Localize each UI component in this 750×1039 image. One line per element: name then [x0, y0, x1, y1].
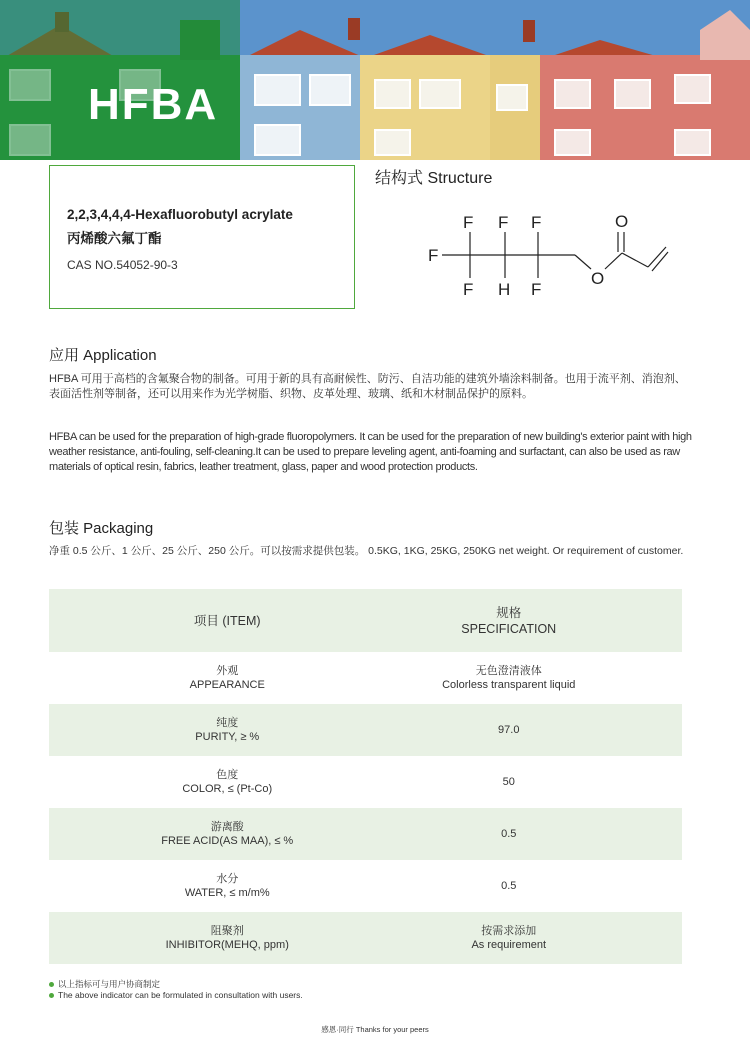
atom-f-3: F [531, 213, 542, 232]
product-cas-number: CAS NO.54052-90-3 [67, 258, 178, 272]
item-cn: 水分 [216, 873, 239, 885]
item-cn: 游离酸 [210, 821, 244, 833]
header-spec-en: SPECIFICATION [461, 621, 557, 636]
atom-f-4: F [428, 246, 439, 265]
header-item: 项目 (ITEM) [49, 589, 426, 652]
item-en: INHIBITOR(MEHQ, ppm) [165, 939, 289, 951]
table-row [49, 652, 682, 704]
note-item [49, 990, 303, 1001]
atom-f-5: F [463, 280, 474, 299]
application-text-en: HFBA can be used for the preparation of high-grade fluoropolymers. It can be used for the preparation of new building's exterior paint with high weather resistance, anti-fouling, self-cleaning.It can be used to prepare leveling agent, anti-foaming and surfactant, can also be used as raw materials of optical resin, fabrics, leather treatment, glass, paper and wood protection products. [49, 431, 692, 473]
table-row [49, 912, 682, 964]
atom-o-carbonyl: O [615, 212, 629, 231]
item-cn: 外观 [216, 665, 239, 677]
application-heading: 应用 Application [49, 347, 157, 364]
note-text-en: The above indicator can be formulated in consultation with users. [58, 990, 303, 1000]
structure-heading: 结构式 Structure [375, 170, 493, 187]
packaging-text: 净重 0.5 公斤、1 公斤、25 公斤、250 公斤。可以按需求提供包装。 0.5KG, 1KG, 25KG, 250KG net weight. Or requirement of customer. [49, 545, 684, 557]
value-cn: 无色澄清液体 [475, 665, 542, 677]
structure-formula [420, 205, 670, 300]
table-row [49, 756, 682, 808]
atom-f-1: F [463, 213, 474, 232]
item-en: WATER, ≤ m/m% [184, 887, 270, 899]
table-row [49, 704, 682, 756]
value-cn: 按需求添加 [481, 925, 537, 937]
item-en: PURITY, ≥ % [195, 731, 260, 743]
header-spec-cn: 规格 [496, 605, 522, 620]
atom-o-ester: O [591, 269, 605, 288]
atom-f-6: F [531, 280, 542, 299]
item-en: APPEARANCE [189, 679, 265, 691]
hero-title: HFBA [88, 80, 219, 129]
hero-banner [0, 0, 750, 160]
item-cn: 色度 [216, 769, 239, 781]
product-name-en: 2,2,3,4,4,4-Hexafluorobutyl acrylate [67, 207, 293, 222]
packaging-heading: 包装 Packaging [49, 520, 154, 537]
table-row [49, 808, 682, 860]
atom-h: H [498, 280, 511, 299]
note-item [49, 979, 303, 990]
notes [49, 979, 303, 1001]
spec-table [49, 589, 682, 964]
item-en: FREE ACID(AS MAA), ≤ % [161, 835, 294, 847]
value: 0.5 [426, 808, 683, 860]
atom-f-2: F [498, 213, 509, 232]
value-en: As requirement [471, 939, 547, 951]
product-info-box [49, 165, 355, 309]
note-text-cn: 以上指标可与用户协商制定 [58, 979, 161, 989]
value: 0.5 [426, 860, 683, 912]
footer-slogan: 感恩·同行 Thanks for your peers [321, 1025, 429, 1034]
value: 97.0 [426, 704, 683, 756]
product-name-cn: 丙烯酸六氟丁酯 [67, 231, 162, 246]
item-cn: 阻聚剂 [210, 925, 244, 937]
item-cn: 纯度 [216, 717, 239, 729]
table-row [49, 860, 682, 912]
table-header-row [49, 589, 682, 652]
application-text-cn: HFBA 可用于高档的含氟聚合物的制备。可用于新的具有高耐候性、防污、自洁功能的建筑外墙涂料制备。也用于流平剂、消泡剂、表面活性剂等制备，还可以用来作为光学树脂、织物、皮革处理、玻璃、纸和木材制品保护的原料。 [49, 373, 686, 400]
header-spec [426, 589, 683, 652]
value-en: Colorless transparent liquid [442, 679, 576, 691]
item-en: COLOR, ≤ (Pt-Co) [182, 783, 273, 795]
bullet-dot-icon [49, 993, 54, 998]
bullet-dot-icon [49, 982, 54, 987]
value: 50 [426, 756, 683, 808]
